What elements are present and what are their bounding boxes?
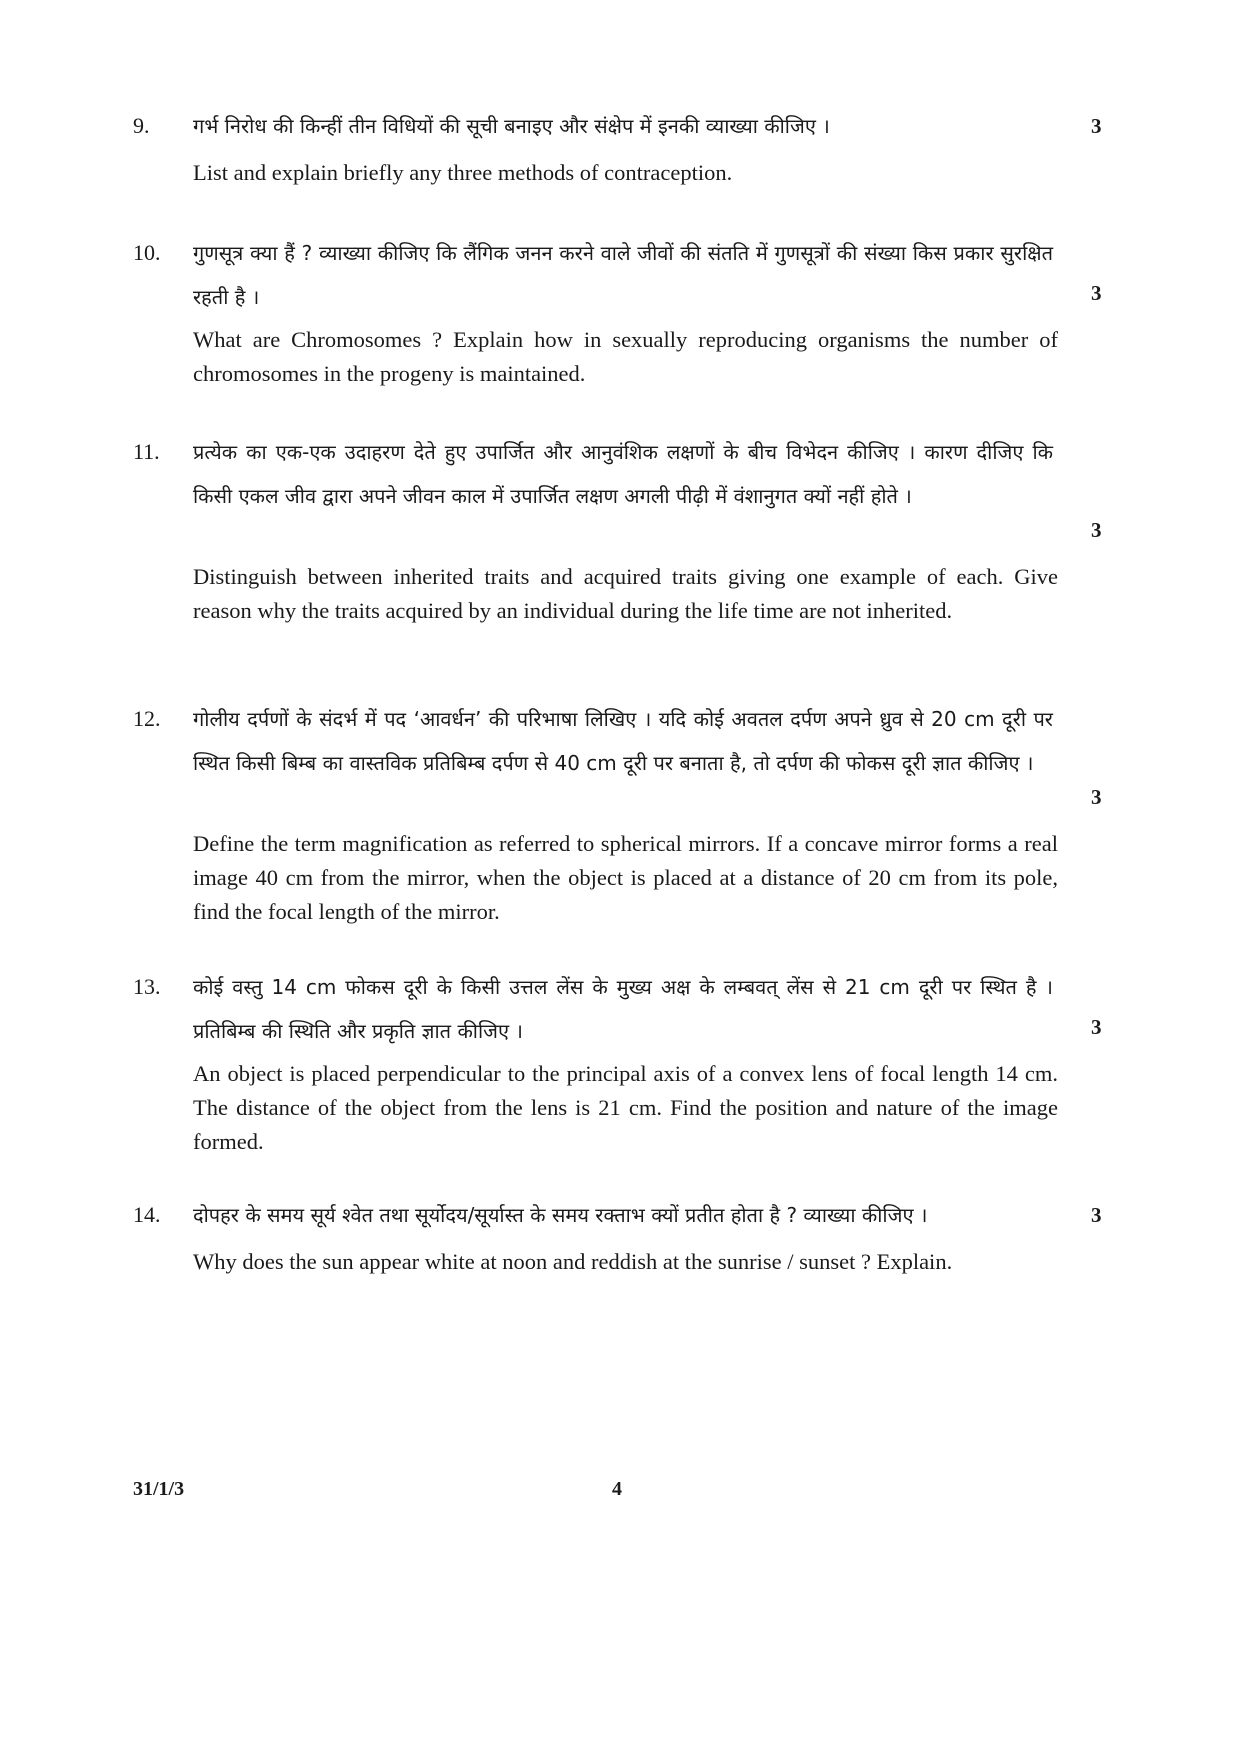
question-text-english: Why does the sun appear white at noon and reddish at the sunrise / sunset ? Explain.: [193, 1249, 953, 1274]
question-text-english: An object is placed perpendicular to the principal axis of a convex lens of focal length 14 cm. The distance of the object from the lens is 21 cm. Find the position and nature of the image formed.: [193, 1061, 1058, 1154]
marks: 3: [1091, 281, 1102, 305]
question-text-english: Distinguish between inherited traits and acquired traits giving one example of each. Give reason why the traits acquired by an individual during the life time are not inherited.: [193, 564, 1058, 623]
question-number: 13.: [133, 974, 161, 999]
question-14: [133, 1193, 1113, 1293]
marks: 3: [1091, 1015, 1102, 1039]
marks: 3: [1091, 114, 1102, 138]
question-text-hindi: कोई वस्तु 14 cm फोकस दूरी के किसी उत्तल लेंस के मुख्य अक्ष के लम्बवत् लेंस से 21 cm दूरी पर स्थित है । प्रतिबिम्ब की स्थिति और प्रकृति ज्ञात कीजिए ।: [193, 975, 1053, 1043]
question-12: [133, 697, 1113, 947]
page-number: 4: [612, 1478, 622, 1500]
question-number: 10.: [133, 240, 161, 265]
marks: 3: [1091, 518, 1102, 542]
question-10: [133, 231, 1113, 391]
question-text-hindi: प्रत्येक का एक-एक उदाहरण देते हुए उपार्जित और आनुवंशिक लक्षणों के बीच विभेदन कीजिए । कारण दीजिए कि किसी एकल जीव द्वारा अपने जीवन काल में उपार्जित लक्षण अगली पीढ़ी में वंशानुगत क्यों नहीं होते ।: [193, 440, 1053, 508]
question-13: [133, 965, 1113, 1175]
question-text-hindi: गर्भ निरोध की किन्हीं तीन विधियों की सूची बनाइए और संक्षेप में इनकी व्याख्या कीजिए ।: [193, 114, 830, 138]
paper-code: 31/1/3: [133, 1478, 185, 1500]
marks: 3: [1091, 1203, 1102, 1227]
question-number: 12.: [133, 706, 161, 731]
question-number: 14.: [133, 1202, 161, 1227]
question-number: 9.: [133, 113, 150, 138]
question-text-english: List and explain briefly any three methods of contraception.: [193, 160, 733, 185]
question-text-english: What are Chromosomes ? Explain how in sexually reproducing organisms the number of chromosomes in the progeny is maintained.: [193, 327, 1058, 386]
question-text-english: Define the term magnification as referred to spherical mirrors. If a concave mirror forms a real image 40 cm from the mirror, when the object is placed at a distance of 20 cm from its pole, find the focal length of the mirror.: [193, 831, 1058, 924]
marks: 3: [1091, 785, 1102, 809]
question-9: [133, 104, 1113, 194]
question-text-hindi: गुणसूत्र क्या हैं ? व्याख्या कीजिए कि लैंगिक जनन करने वाले जीवों की संतति में गुणसूत्रों की संख्या किस प्रकार सुरक्षित रहती है ।: [193, 241, 1053, 309]
question-text-hindi: गोलीय दर्पणों के संदर्भ में पद ‘आवर्धन’ की परिभाषा लिखिए । यदि कोई अवतल दर्पण अपने ध्रुव से 20 cm दूरी पर स्थित किसी बिम्ब का वास्तविक प्रतिबिम्ब दर्पण से 40 cm दूरी पर बनाता है, तो दर्पण की फोकस दूरी ज्ञात कीजिए ।: [193, 707, 1053, 775]
question-number: 11.: [133, 439, 160, 464]
question-text-hindi: दोपहर के समय सूर्य श्वेत तथा सूर्योदय/सूर्यास्त के समय रक्ताभ क्यों प्रतीत होता है ? व्याख्या कीजिए ।: [193, 1203, 928, 1227]
question-11: [133, 430, 1113, 670]
